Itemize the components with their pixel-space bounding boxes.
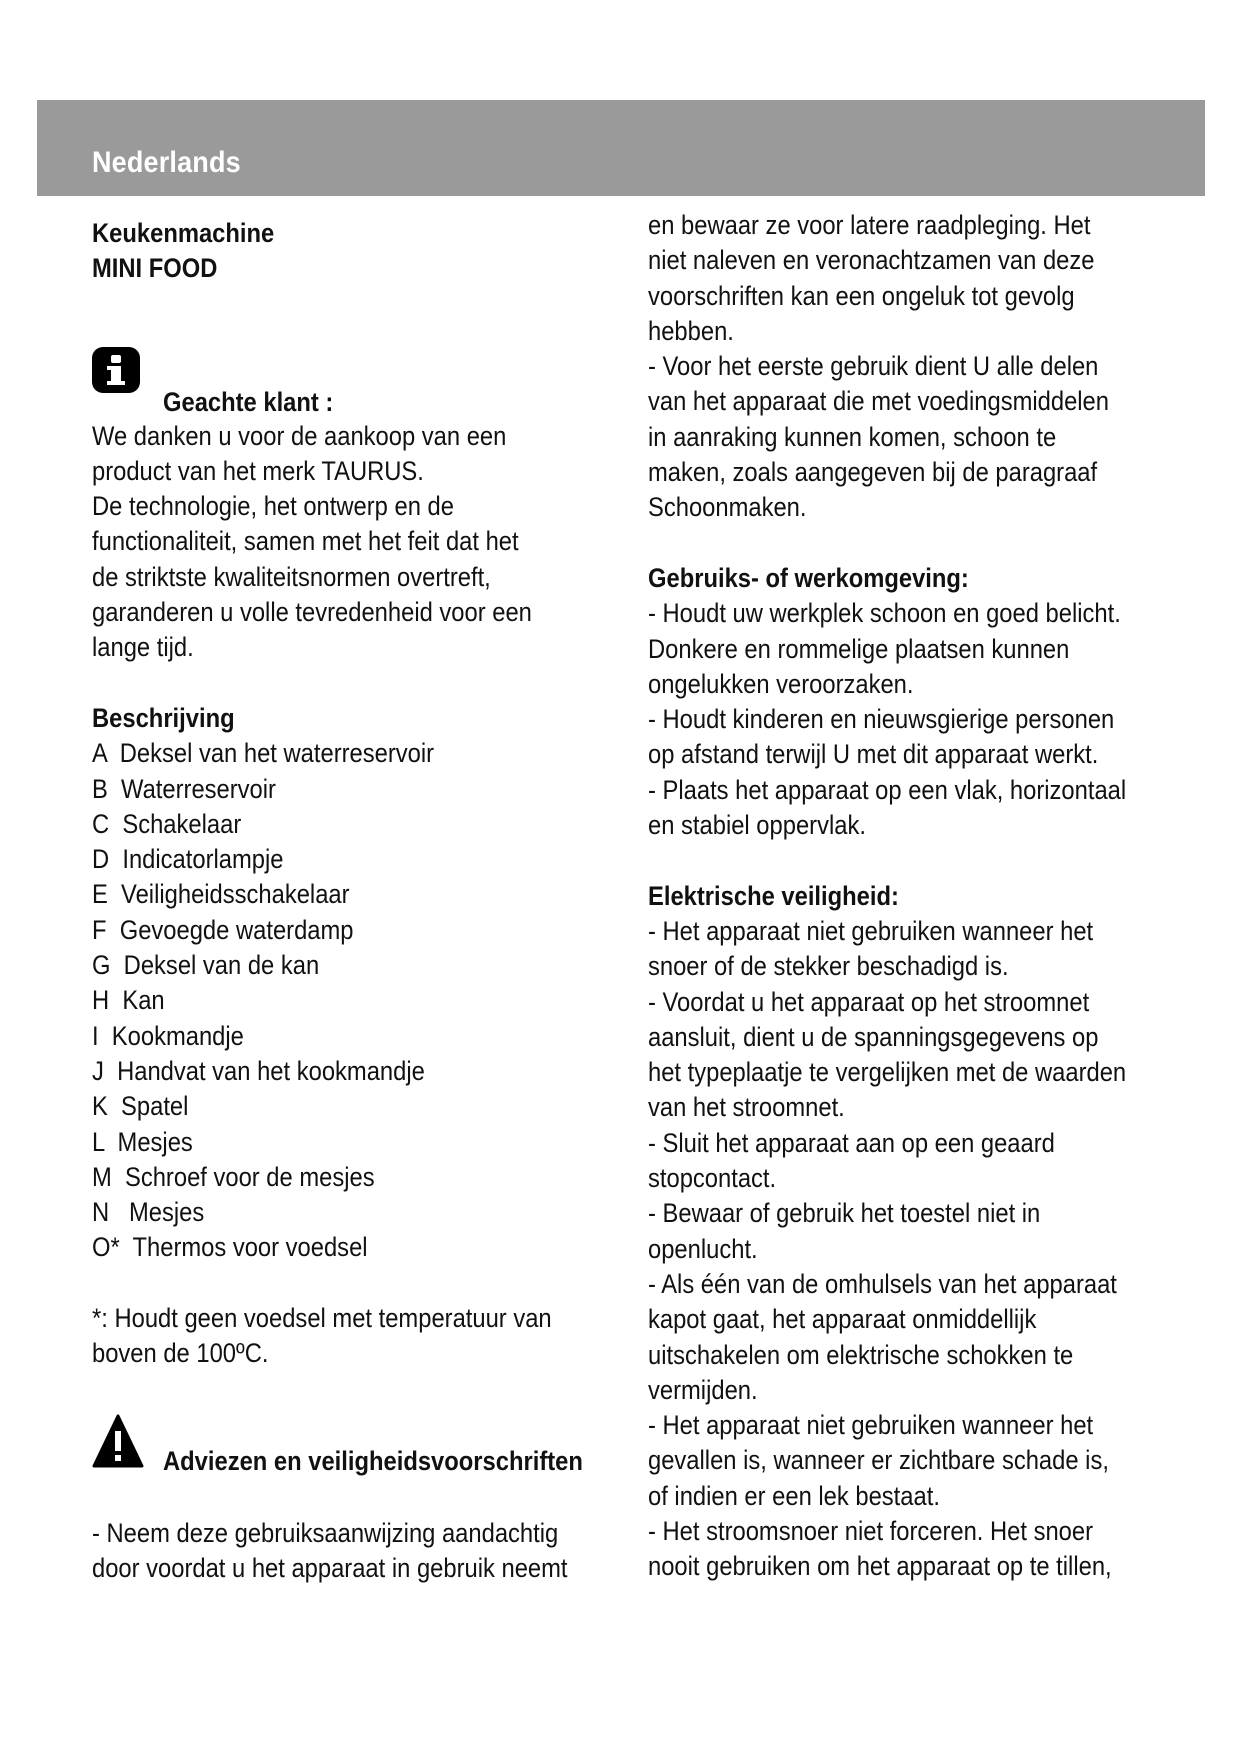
info-icon xyxy=(92,347,140,393)
part-item: J Handvat van het kookmandje xyxy=(92,1055,425,1086)
body-line: het typeplaatje te vergelijken met de waarden xyxy=(648,1057,1127,1088)
body-line: of indien er een lek bestaat. xyxy=(648,1480,940,1511)
environment-list xyxy=(648,596,1193,843)
body-line: - Het apparaat niet gebruiken wanneer het xyxy=(648,915,1094,946)
body-line: - Het stroomsnoer niet forceren. Het snoer xyxy=(648,1515,1094,1546)
intro-line: lange tijd. xyxy=(92,632,194,663)
body-line: aansluit, dient u de spanningsgegevens op xyxy=(648,1021,1099,1052)
part-item: F Gevoegde waterdamp xyxy=(92,914,354,945)
note-line: *: Houdt geen voedsel met temperatuur van xyxy=(92,1303,552,1334)
body-line: op afstand terwijl U met dit apparaat werkt. xyxy=(648,739,1099,770)
part-item: N Mesjes xyxy=(92,1197,205,1228)
environment-heading: Gebruiks- of werkomgeving: xyxy=(648,562,969,593)
safety-section-heading xyxy=(92,1414,652,1488)
part-item: E Veiligheidsschakelaar xyxy=(92,879,350,910)
temperature-note xyxy=(92,1301,652,1372)
body-line: en bewaar ze voor latere raadpleging. Het xyxy=(648,210,1091,240)
product-type: Keukenmachine xyxy=(92,218,275,248)
intro-line: product van het merk TAURUS. xyxy=(92,455,424,486)
body-line: - Plaats het apparaat op een vlak, horizontaal xyxy=(648,774,1127,805)
body-line: Donkere en rommelige plaatsen kunnen xyxy=(648,633,1070,664)
part-item: M Schroef voor de mesjes xyxy=(92,1161,375,1192)
safety-line: door voordat u het apparaat in gebruik neemt xyxy=(92,1552,568,1583)
safety-heading: Adviezen en veiligheidsvoorschriften xyxy=(163,1445,583,1476)
intro-paragraph xyxy=(92,419,652,666)
part-item: B Waterreservoir xyxy=(92,773,276,804)
body-line: - Voordat u het apparaat op het stroomnet xyxy=(648,986,1090,1017)
left-column xyxy=(92,216,652,1586)
intro-line: de striktste kwaliteitsnormen overtreft, xyxy=(92,561,491,592)
part-item: H Kan xyxy=(92,985,165,1016)
note-line: boven de 100ºC. xyxy=(92,1338,269,1369)
part-item: I Kookmandje xyxy=(92,1020,244,1051)
body-line: en stabiel oppervlak. xyxy=(648,810,866,841)
safety-line: - Neem deze gebruiksaanwijzing aandachtig xyxy=(92,1517,559,1548)
right-column xyxy=(648,208,1193,1585)
parts-list xyxy=(92,736,652,1265)
product-model: MINI FOOD xyxy=(92,253,218,284)
body-line: niet naleven en veronachtzamen van deze xyxy=(648,245,1095,276)
language-header-band xyxy=(37,100,1205,196)
body-line: van het apparaat die met voedingsmiddelen xyxy=(648,386,1109,417)
intro-line: De technologie, het ontwerp en de xyxy=(92,491,454,522)
part-item: D Indicatorlampje xyxy=(92,844,284,875)
body-line: - Het apparaat niet gebruiken wanneer het xyxy=(648,1410,1094,1441)
description-heading: Beschrijving xyxy=(92,702,235,733)
part-item: G Deksel van de kan xyxy=(92,950,320,981)
electrical-list xyxy=(648,914,1193,1585)
body-line: - Voor het eerste gebruik dient U alle delen xyxy=(648,351,1099,382)
body-line: stopcontact. xyxy=(648,1163,777,1194)
electrical-heading: Elektrische veiligheid: xyxy=(648,880,899,911)
body-line: - Bewaar of gebruik het toestel niet in xyxy=(648,1198,1041,1229)
body-line: ongelukken veroorzaken. xyxy=(648,668,914,699)
body-line: - Sluit het apparaat aan op een geaard xyxy=(648,1127,1055,1158)
body-line: - Als één van de omhulsels van het apparaat xyxy=(648,1268,1117,1299)
safety-intro xyxy=(92,1516,652,1587)
language-title: Nederlands xyxy=(92,146,241,179)
warning-icon xyxy=(92,1414,144,1470)
body-line: nooit gebruiken om het apparaat op te tillen, xyxy=(648,1551,1112,1582)
body-line: snoer of de stekker beschadigd is. xyxy=(648,951,1009,982)
body-line: vermijden. xyxy=(648,1374,758,1405)
body-line: openlucht. xyxy=(648,1233,758,1264)
body-line: in aanraking kunnen komen, schoon te xyxy=(648,421,1057,452)
part-item: L Mesjes xyxy=(92,1126,193,1157)
safety-continuation xyxy=(648,208,1193,526)
body-line: hebben. xyxy=(648,315,734,346)
body-line: gevallen is, wanneer er zichtbare schade is, xyxy=(648,1445,1109,1476)
part-item: O* Thermos voor voedsel xyxy=(92,1232,368,1263)
body-line: - Houdt kinderen en nieuwsgierige personen xyxy=(648,704,1115,735)
customer-heading: Geachte klant : xyxy=(163,386,334,417)
body-line: voorschriften kan een ongeluk tot gevolg xyxy=(648,280,1075,311)
intro-line: garanderen u volle tevredenheid voor een xyxy=(92,597,532,628)
body-line: - Houdt uw werkplek schoon en goed belicht. xyxy=(648,598,1121,629)
customer-section-heading xyxy=(92,347,652,419)
body-line: uitschakelen om elektrische schokken te xyxy=(648,1339,1074,1370)
intro-line: We danken u voor de aankoop van een xyxy=(92,420,507,451)
part-item: C Schakelaar xyxy=(92,808,242,839)
body-line: maken, zoals aangegeven bij de paragraaf xyxy=(648,457,1098,488)
body-line: van het stroomnet. xyxy=(648,1092,845,1123)
body-line: kapot gaat, het apparaat onmiddellijk xyxy=(648,1304,1037,1335)
body-line: Schoonmaken. xyxy=(648,492,807,523)
part-item: K Spatel xyxy=(92,1091,189,1122)
part-item: A Deksel van het waterreservoir xyxy=(92,738,435,769)
intro-line: functionaliteit, samen met het feit dat het xyxy=(92,526,519,557)
